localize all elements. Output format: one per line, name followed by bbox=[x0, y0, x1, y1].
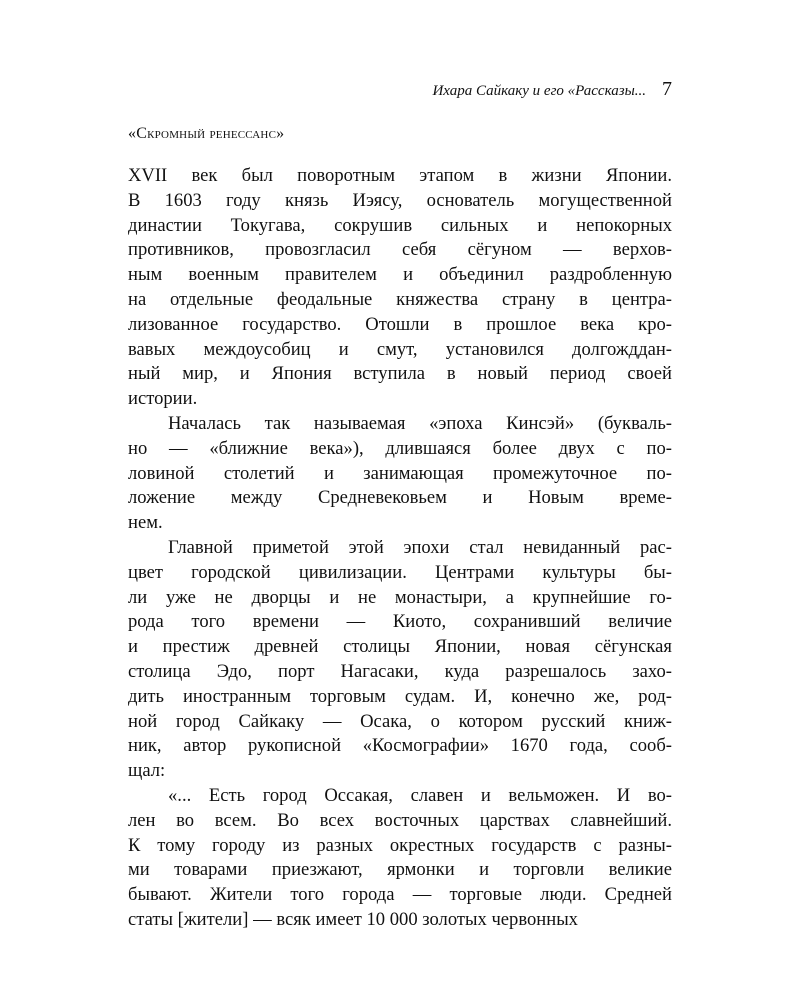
section-title: «Скромный ренессанс» bbox=[128, 125, 285, 142]
text-line: ми товарами приезжают, ярмонки и торговли великие bbox=[128, 859, 672, 881]
text-line: цвет городской цивилизации. Центрами культуры бы- bbox=[128, 561, 672, 583]
text-line: лизованное государство. Отошли в прошлое века кро- bbox=[128, 313, 672, 335]
text-line: статы [жители] — всяк имеет 10 000 золотых червонных bbox=[128, 908, 578, 930]
text-line: столица Эдо, порт Нагасаки, куда разрешалось захо- bbox=[128, 660, 672, 682]
text-line: В 1603 году князь Иэясу, основатель могущественной bbox=[128, 189, 672, 211]
text-line: рода того времени — Киото, сохранивший величие bbox=[128, 611, 672, 633]
text-line: ловиной столетий и занимающая промежуточное по- bbox=[128, 462, 672, 484]
paragraph bbox=[128, 412, 672, 536]
text-line: бывают. Жители того города — торговые люди. Средней bbox=[128, 884, 672, 906]
book-page bbox=[128, 78, 672, 933]
body-text bbox=[128, 164, 672, 933]
text-line: династии Токугава, сокрушив сильных и непокорных bbox=[128, 214, 672, 236]
text-line: XVII век был поворотным этапом в жизни Японии. bbox=[128, 165, 672, 186]
text-line: ли уже не дворцы и не монастыри, а крупнейшие го- bbox=[128, 586, 672, 608]
text-line: ной город Сайкаку — Осака, о котором русский книж- bbox=[128, 710, 672, 732]
text-line: К тому городу из разных окрестных государств с разны- bbox=[128, 834, 672, 856]
page-number: 7 bbox=[662, 78, 672, 100]
text-line: нем. bbox=[128, 512, 163, 534]
text-line: но — «ближние века»), длившаяся более двух с по- bbox=[128, 437, 672, 459]
text-line: истории. bbox=[128, 388, 198, 410]
text-line: дить иностранным торговым судам. И, конечно же, род- bbox=[128, 685, 672, 707]
text-line: «... Есть город Оссакая, славен и вельможен. И во- bbox=[168, 784, 672, 806]
paragraph bbox=[128, 164, 672, 412]
text-line: щал: bbox=[128, 760, 166, 782]
text-line: и престиж древней столицы Японии, новая сёгунская bbox=[128, 636, 672, 658]
paragraph bbox=[128, 784, 672, 933]
text-line: ложение между Средневековьем и Новым време- bbox=[128, 487, 672, 509]
paragraph bbox=[128, 536, 672, 784]
running-header bbox=[128, 78, 672, 110]
text-line: Началась так называемая «эпоха Кинсэй» (букваль- bbox=[168, 412, 672, 434]
text-line: на отдельные феодальные княжества страну в центра- bbox=[128, 288, 672, 310]
text-line: Главной приметой этой эпохи стал невиданный рас- bbox=[168, 536, 672, 558]
text-line: ный мир, и Япония вступила в новый период своей bbox=[128, 363, 672, 385]
text-line: вавых междоусобиц и смут, установился долгожддан- bbox=[128, 338, 672, 360]
text-line: ник, автор рукописной «Космографии» 1670 года, сооб- bbox=[128, 735, 672, 757]
text-line: противников, провозгласил себя сёгуном — верхов- bbox=[128, 239, 672, 261]
running-title: Ихара Сайкаку и его «Рассказы... bbox=[432, 83, 646, 99]
text-line: ным военным правителем и объединил раздробленную bbox=[128, 264, 672, 286]
text-line: лен во всем. Во всех восточных царствах славнейший. bbox=[128, 809, 672, 831]
